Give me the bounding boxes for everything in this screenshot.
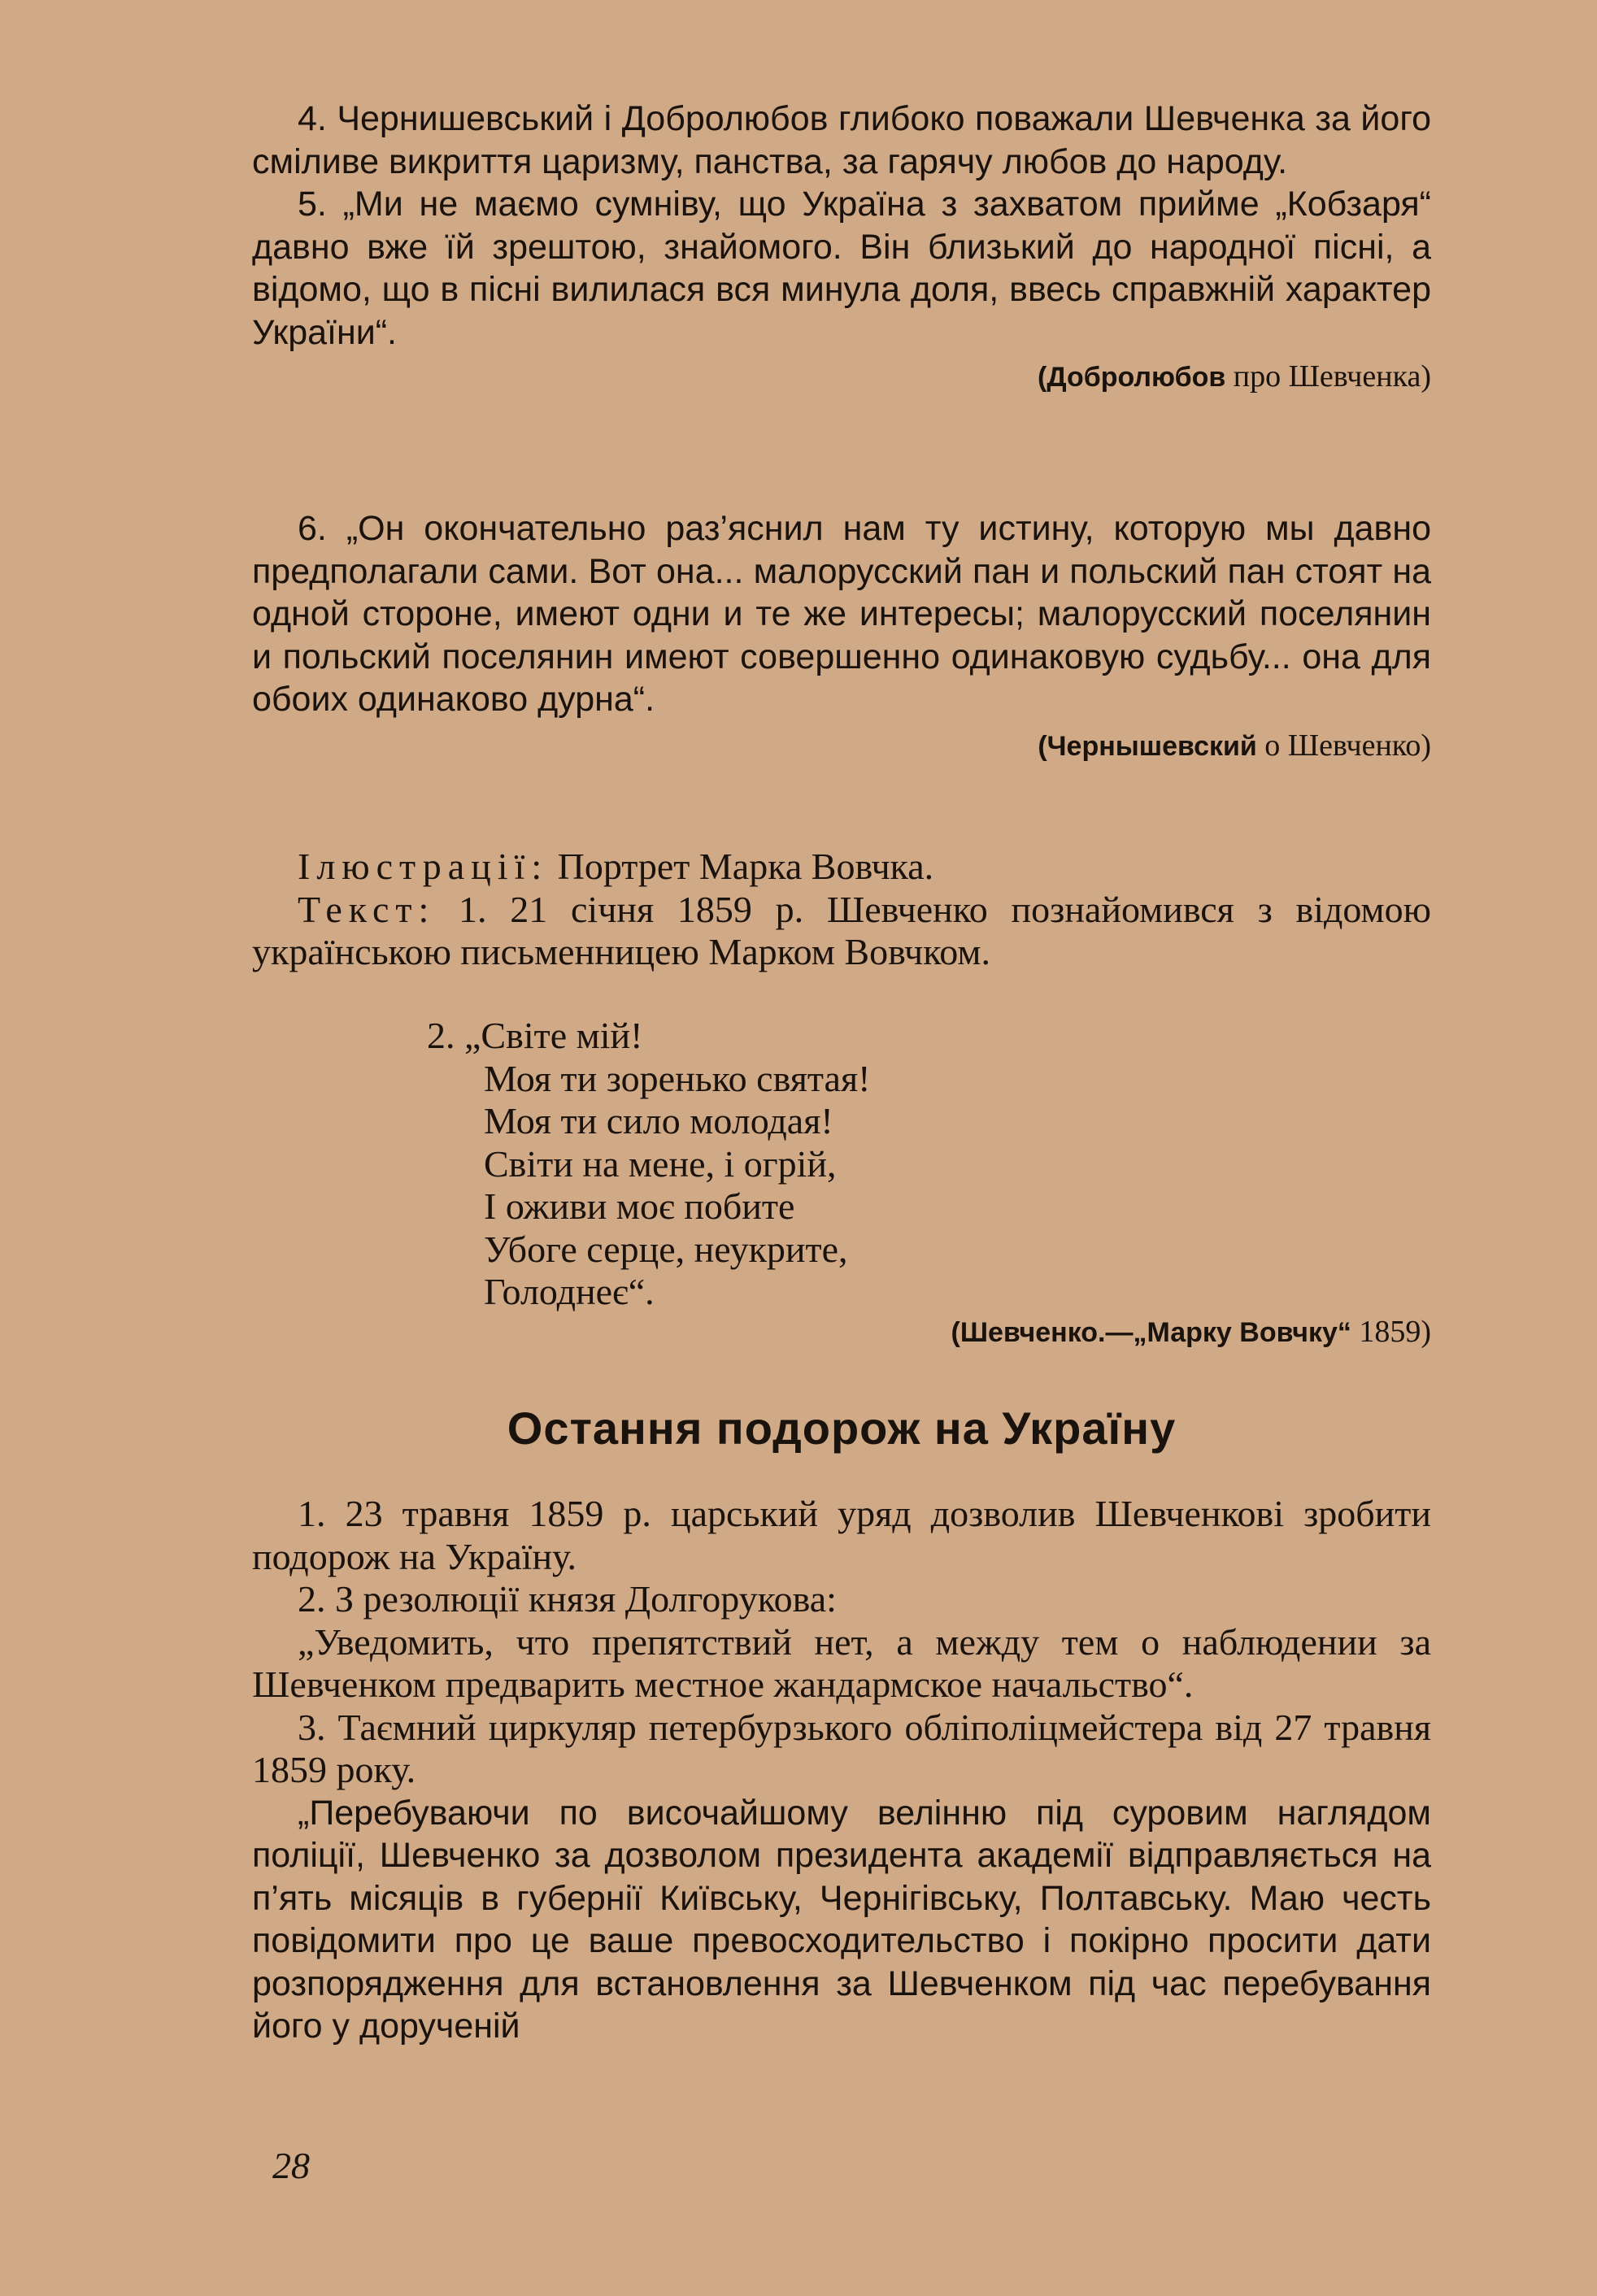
poem <box>427 1015 1321 1314</box>
section-body <box>252 1493 1431 2048</box>
illustrations-label: Ілюстрації: <box>298 846 549 887</box>
text-content: 1. 21 січня 1859 р. Шевченко познайомився з відомою українською письменницею Марком Вовчком. <box>252 888 1431 972</box>
section-heading-block <box>252 1400 1431 1457</box>
paragraph-6: 6. „Он окончательно раз’яснил нам ту истину, которую мы давно предполагали сами. Вот она... малорусский пан и польский пан стоят на одной стороне, имеют одни и те же интересы; малорусский поселянин и польский поселянин имеют совершенно одинаковую судьбу... она для обоих одинаково дурна“. <box>252 509 1431 719</box>
poem-line: Моя ти сило молодая! <box>484 1100 833 1141</box>
section-paragraph-3: 3. Таємний циркуляр петербурзького обліполіцмейстера від 27 травня 1859 року. <box>252 1706 1431 1790</box>
poem-line: Світи на мене, і огрій, <box>484 1142 837 1185</box>
block-6 <box>252 507 1431 764</box>
block-illustrations <box>252 846 1431 974</box>
illustrations-line <box>252 846 1431 889</box>
section-quote-2: „Уведомить, что препятствий нет, а между тем о наблюдении за Шевченком предварить местное жандармское начальство“. <box>252 1620 1431 1705</box>
text-line <box>252 889 1431 974</box>
poem-line: Моя ти зоренько святая! <box>484 1057 871 1099</box>
section-quote-3: „Перебуваючи по височайшому велінню під суровим наглядом поліції, Шевченко за дозволом президента академії відправляється на п’ять місяців в губернії Київську, Чернігівську, Полтавську. Маю честь повідомити про це ваше превосходительство і покірно просити дати розпорядження для встановлення за Шевченком під час перебування його у дорученій <box>252 1793 1431 2046</box>
source-rest: про Шевченка) <box>1233 359 1431 394</box>
source-shevchenko <box>252 1314 1431 1350</box>
source-dobrolyubov <box>252 359 1431 395</box>
poem-line: 2. „Світе мій! <box>427 1015 643 1056</box>
section-paragraph-2: 2. З резолюції князя Долгорукова: <box>298 1578 837 1620</box>
section-title: Остання подорож на Україну <box>507 1402 1177 1454</box>
source-chernyshevsky <box>252 728 1431 764</box>
source-author: (Чернышевский <box>1038 730 1257 762</box>
paragraph-5: 5. „Ми не маємо сумніву, що Україна з захватом прийме „Кобзаря“ давно вже їй зрештою, знайомого. Він близький до народної пісні, а відомо, що в пісні вилилася вся минула доля, ввесь справжній характер України“. <box>252 185 1431 352</box>
paragraph-4: 4. Чернишевський і Добролюбов глибоко поважали Шевченка за його сміливе викриття царизму, панства, за гарячу любов до народу. <box>252 99 1431 181</box>
poem-line: І оживи моє побите <box>484 1185 795 1227</box>
source-author: (Шевченко.—„Марку Вовчку“ <box>951 1316 1351 1348</box>
source-author: (Добролюбов <box>1038 362 1226 393</box>
source-year: 1859) <box>1359 1314 1431 1349</box>
page-number: 28 <box>272 2145 310 2186</box>
text-label: Текст: <box>298 888 436 930</box>
source-rest: о Шевченко) <box>1264 728 1431 763</box>
poem-line: Убоге серце, неукрите, <box>484 1228 848 1270</box>
illustrations-text: Портрет Марка Вовчка. <box>548 846 934 887</box>
section-paragraph-1: 1. 23 травня 1859 р. царський уряд дозволив Шевченкові зробити подорож на Україну. <box>252 1493 1431 1577</box>
poem-block <box>252 1015 1431 1350</box>
block-4-5 <box>252 98 1431 395</box>
poem-line: Голоднеє“. <box>484 1271 655 1312</box>
